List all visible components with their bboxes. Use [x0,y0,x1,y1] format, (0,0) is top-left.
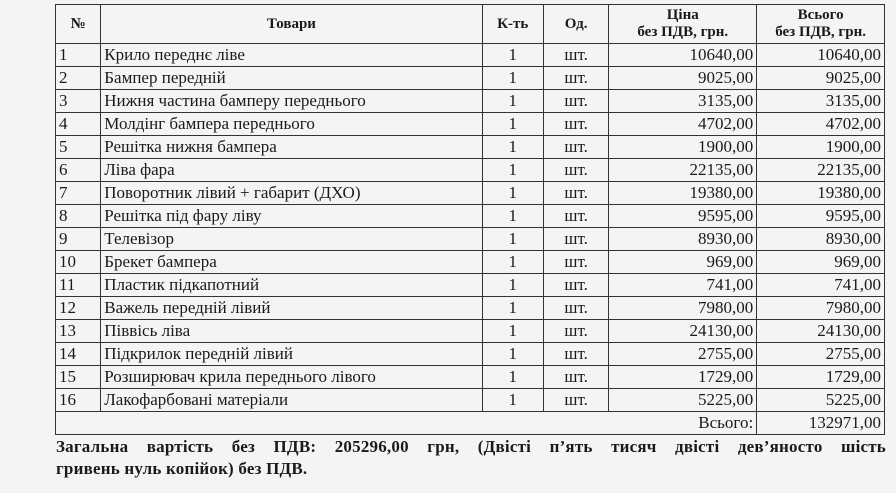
table-row [56,366,885,389]
row-unit: шт. [543,343,608,366]
row-name: Молдінг бампера переднього [101,113,482,136]
table-row [56,205,885,228]
header-total-line2: без ПДВ, грн. [775,24,866,40]
header-num: № [56,5,101,44]
row-unit: шт. [543,366,608,389]
row-total: 3135,00 [757,90,885,113]
row-unit: шт. [543,251,608,274]
row-name: Крило переднє ліве [101,44,482,67]
row-price: 1900,00 [609,136,757,159]
row-price: 1729,00 [609,366,757,389]
row-price: 5225,00 [609,389,757,412]
row-price: 3135,00 [609,90,757,113]
row-name: Бампер передній [101,67,482,90]
row-unit: шт. [543,182,608,205]
row-unit: шт. [543,90,608,113]
row-num: 13 [56,320,101,343]
header-price-line2: без ПДВ, грн. [637,24,729,40]
row-unit: шт. [543,67,608,90]
row-qty: 1 [482,182,543,205]
row-unit: шт. [543,320,608,343]
row-total: 2755,00 [757,343,885,366]
table-body [56,44,885,412]
row-qty: 1 [482,205,543,228]
row-num: 4 [56,113,101,136]
row-name: Важель передній лівий [101,297,482,320]
row-name: Нижня частина бамперу переднього [101,90,482,113]
row-name: Піввісь ліва [101,320,482,343]
row-qty: 1 [482,389,543,412]
row-price: 24130,00 [609,320,757,343]
row-unit: шт. [543,228,608,251]
row-name: Підкрилок передній лівий [101,343,482,366]
table-row [56,343,885,366]
row-unit: шт. [543,113,608,136]
total-row [56,412,885,435]
row-unit: шт. [543,389,608,412]
table-row [56,389,885,412]
row-unit: шт. [543,136,608,159]
row-price: 22135,00 [609,159,757,182]
row-total: 5225,00 [757,389,885,412]
row-total: 22135,00 [757,159,885,182]
row-total: 19380,00 [757,182,885,205]
row-total: 9025,00 [757,67,885,90]
row-name: Телевізор [101,228,482,251]
row-unit: шт. [543,297,608,320]
row-price: 7980,00 [609,297,757,320]
row-price: 10640,00 [609,44,757,67]
row-qty: 1 [482,251,543,274]
row-qty: 1 [482,136,543,159]
row-unit: шт. [543,205,608,228]
row-total: 8930,00 [757,228,885,251]
table-footer [56,412,885,435]
row-total: 1900,00 [757,136,885,159]
row-qty: 1 [482,90,543,113]
row-qty: 1 [482,44,543,67]
row-qty: 1 [482,113,543,136]
row-num: 2 [56,67,101,90]
table-row [56,251,885,274]
table-row [56,228,885,251]
row-qty: 1 [482,274,543,297]
row-num: 8 [56,205,101,228]
summary-text [56,436,886,480]
row-num: 7 [56,182,101,205]
header-name: Товари [101,5,482,44]
table-row [56,274,885,297]
row-num: 1 [56,44,101,67]
row-qty: 1 [482,343,543,366]
row-total: 741,00 [757,274,885,297]
header-unit: Од. [543,5,608,44]
table-row [56,182,885,205]
total-label: Всього: [56,412,757,435]
row-total: 10640,00 [757,44,885,67]
summary-line-1: Загальна вартість без ПДВ: 205296,00 грн, (Двісті п’ять тисяч двісті дев’яносто шість [56,437,886,456]
header-price [609,5,757,44]
table-row [56,159,885,182]
row-total: 1729,00 [757,366,885,389]
table-row [56,297,885,320]
row-num: 12 [56,297,101,320]
row-name: Решітка нижня бампера [101,136,482,159]
row-num: 9 [56,228,101,251]
row-total: 24130,00 [757,320,885,343]
row-qty: 1 [482,366,543,389]
row-unit: шт. [543,44,608,67]
row-qty: 1 [482,67,543,90]
row-unit: шт. [543,159,608,182]
row-price: 741,00 [609,274,757,297]
row-num: 16 [56,389,101,412]
row-total: 7980,00 [757,297,885,320]
row-price: 9595,00 [609,205,757,228]
header-total [757,5,885,44]
row-num: 10 [56,251,101,274]
row-name: Розширювач крила переднього лівого [101,366,482,389]
row-name: Пластик підкапотний [101,274,482,297]
row-qty: 1 [482,228,543,251]
row-name: Брекет бампера [101,251,482,274]
row-num: 5 [56,136,101,159]
row-total: 9595,00 [757,205,885,228]
row-name: Поворотник лівий + габарит (ДХО) [101,182,482,205]
row-price: 969,00 [609,251,757,274]
row-unit: шт. [543,274,608,297]
row-num: 11 [56,274,101,297]
row-name: Лакофарбовані матеріали [101,389,482,412]
row-num: 6 [56,159,101,182]
row-qty: 1 [482,297,543,320]
row-total: 969,00 [757,251,885,274]
table-row [56,320,885,343]
row-price: 4702,00 [609,113,757,136]
goods-table [55,4,885,435]
row-num: 3 [56,90,101,113]
summary-line-2: гривень нуль копійок) без ПДВ. [56,459,308,478]
row-name: Решітка під фару ліву [101,205,482,228]
table-row [56,67,885,90]
total-value: 132971,00 [757,412,885,435]
row-qty: 1 [482,320,543,343]
header-row [56,5,885,44]
row-qty: 1 [482,159,543,182]
table-row [56,44,885,67]
header-qty: К-ть [482,5,543,44]
row-num: 14 [56,343,101,366]
row-price: 2755,00 [609,343,757,366]
row-total: 4702,00 [757,113,885,136]
row-price: 9025,00 [609,67,757,90]
row-price: 8930,00 [609,228,757,251]
header-price-line1: Ціна [666,7,699,23]
table-row [56,113,885,136]
row-price: 19380,00 [609,182,757,205]
table-row [56,90,885,113]
row-num: 15 [56,366,101,389]
header-total-line1: Всього [797,7,844,23]
table-header [56,5,885,44]
table-row [56,136,885,159]
row-name: Ліва фара [101,159,482,182]
